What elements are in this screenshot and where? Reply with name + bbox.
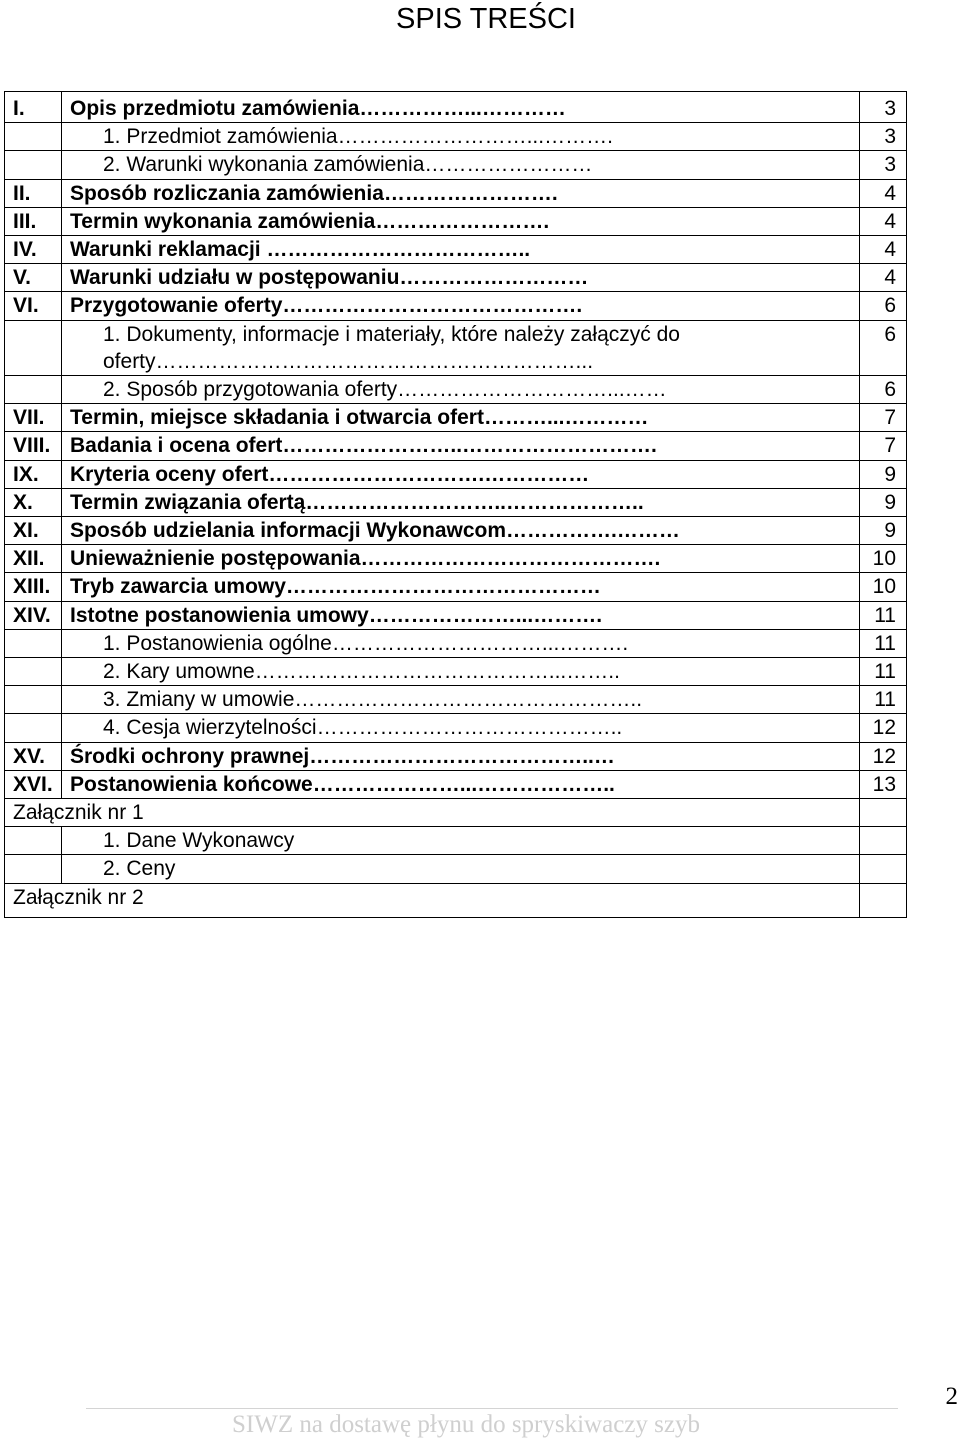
toc-entry-title: Termin związania ofertą………………………..……………….. — [62, 488, 860, 516]
toc-entry-title: 1. Dokumenty, informacje i materiały, które należy załączyć do oferty……………………………………………………... — [62, 320, 860, 375]
toc-row — [5, 686, 907, 714]
toc-row — [5, 460, 907, 488]
toc-page — [860, 883, 907, 917]
toc-entry-title: 2. Ceny — [62, 855, 860, 883]
toc-page: 6 — [860, 376, 907, 404]
toc-row — [5, 207, 907, 235]
toc-page: 10 — [860, 545, 907, 573]
toc-entry-title: Warunki reklamacji ……………………………….. — [62, 236, 860, 264]
toc-row — [5, 517, 907, 545]
toc-page: 4 — [860, 179, 907, 207]
toc-section-number — [5, 714, 62, 742]
toc-row — [5, 883, 907, 917]
toc-row — [5, 770, 907, 798]
toc-section-number — [5, 151, 62, 179]
toc-section-number: II. — [5, 179, 62, 207]
toc-entry-title: Opis przedmiotu zamówienia……………...………… — [62, 92, 860, 123]
toc-row — [5, 855, 907, 883]
toc-page: 11 — [860, 601, 907, 629]
toc-entry-title: Badania i ocena ofert……………………..………………………. — [62, 432, 860, 460]
toc-row — [5, 123, 907, 151]
toc-row — [5, 264, 907, 292]
toc-entry-title: 1. Dane Wykonawcy — [62, 827, 860, 855]
toc-entry-title: Sposób rozliczania zamówienia……………………. — [62, 179, 860, 207]
toc-section-number: XVI. — [5, 770, 62, 798]
toc-section-number — [5, 629, 62, 657]
toc-page: 11 — [860, 686, 907, 714]
page-number: 2 — [945, 1383, 958, 1410]
toc-row — [5, 827, 907, 855]
toc-section-number: V. — [5, 264, 62, 292]
toc-row — [5, 601, 907, 629]
toc-row — [5, 573, 907, 601]
toc-page: 9 — [860, 460, 907, 488]
toc-row — [5, 545, 907, 573]
toc-page: 7 — [860, 432, 907, 460]
toc-page: 12 — [860, 742, 907, 770]
toc-section-number: VI. — [5, 292, 62, 320]
toc-entry-title: 4. Cesja wierzytelności…………………………………….. — [62, 714, 860, 742]
toc-section-number — [5, 320, 62, 375]
table-of-contents — [4, 91, 907, 918]
toc-row — [5, 292, 907, 320]
toc-row — [5, 714, 907, 742]
toc-section-number: XV. — [5, 742, 62, 770]
toc-section-number — [5, 855, 62, 883]
toc-page — [860, 799, 907, 827]
toc-entry-title: Termin wykonania zamówienia……………………. — [62, 207, 860, 235]
toc-page: 3 — [860, 92, 907, 123]
toc-entry-title: Środki ochrony prawnej…………………………………..… — [62, 742, 860, 770]
toc-section-number — [5, 376, 62, 404]
toc-entry-title: 2. Kary umowne……………………………………...…….. — [62, 658, 860, 686]
toc-page: 6 — [860, 292, 907, 320]
toc-page: 11 — [860, 629, 907, 657]
toc-entry-title: Tryb zawarcia umowy……………………………………… — [62, 573, 860, 601]
toc-section-number — [5, 686, 62, 714]
toc-section-number — [5, 827, 62, 855]
toc-section-number: I. — [5, 92, 62, 123]
toc-page — [860, 855, 907, 883]
toc-entry-title: Kryteria oceny ofert………………………….…………… — [62, 460, 860, 488]
toc-entry-title: 1. Postanowienia ogólne…………………………...………. — [62, 629, 860, 657]
toc-row — [5, 488, 907, 516]
toc-page: 13 — [860, 770, 907, 798]
toc-section-number: III. — [5, 207, 62, 235]
toc-row — [5, 742, 907, 770]
toc-entry-title: 3. Zmiany w umowie………………………………………….. — [62, 686, 860, 714]
toc-page: 6 — [860, 320, 907, 375]
toc-row — [5, 92, 907, 123]
footer-divider — [86, 1408, 898, 1409]
toc-section-number — [5, 123, 62, 151]
toc-entry-title: 1. Przedmiot zamówienia………………………...………. — [62, 123, 860, 151]
toc-entry-title: Przygotowanie oferty……………………………………. — [62, 292, 860, 320]
toc-row — [5, 236, 907, 264]
toc-section-number — [5, 658, 62, 686]
toc-page: 9 — [860, 517, 907, 545]
toc-section-number: IX. — [5, 460, 62, 488]
toc-section-number: IV. — [5, 236, 62, 264]
toc-section-number: VII. — [5, 404, 62, 432]
toc-page: 4 — [860, 236, 907, 264]
toc-row — [5, 376, 907, 404]
toc-page: 9 — [860, 488, 907, 516]
annex-heading: Załącznik nr 2 — [5, 883, 860, 917]
toc-row — [5, 404, 907, 432]
document-title: SPIS TREŚCI — [396, 3, 576, 35]
annex-heading: Załącznik nr 1 — [5, 799, 860, 827]
footer-text: SIWZ na dostawę płynu do spryskiwaczy szyb — [232, 1411, 700, 1438]
toc-page — [860, 827, 907, 855]
toc-section-number: XI. — [5, 517, 62, 545]
toc-page: 11 — [860, 658, 907, 686]
toc-page: 3 — [860, 123, 907, 151]
toc-row — [5, 179, 907, 207]
toc-page: 4 — [860, 264, 907, 292]
toc-row — [5, 320, 907, 375]
toc-section-number: XIV. — [5, 601, 62, 629]
toc-section-number: XIII. — [5, 573, 62, 601]
toc-entry-title: Postanowienia końcowe…………………...……………….. — [62, 770, 860, 798]
toc-entry-title: Unieważnienie postępowania……………………………………. — [62, 545, 860, 573]
toc-entry-title: 2. Warunki wykonania zamówienia…………………… — [62, 151, 860, 179]
toc-page: 12 — [860, 714, 907, 742]
toc-section-number: XII. — [5, 545, 62, 573]
toc-entry-title: 2. Sposób przygotowania oferty…………………………...…… — [62, 376, 860, 404]
toc-row — [5, 799, 907, 827]
toc-row — [5, 432, 907, 460]
toc-page: 3 — [860, 151, 907, 179]
toc-page: 7 — [860, 404, 907, 432]
toc-page: 4 — [860, 207, 907, 235]
toc-entry-title: Sposób udzielania informacji Wykonawcom…………….……… — [62, 517, 860, 545]
toc-row — [5, 629, 907, 657]
toc-entry-title: Istotne postanowienia umowy…………………...………. — [62, 601, 860, 629]
toc-row — [5, 151, 907, 179]
toc-section-number: VIII. — [5, 432, 62, 460]
toc-row — [5, 658, 907, 686]
toc-entry-title: Warunki udziału w postępowaniu……………………… — [62, 264, 860, 292]
toc-entry-title: Termin, miejsce składania i otwarcia ofert………...………… — [62, 404, 860, 432]
toc-page: 10 — [860, 573, 907, 601]
toc-section-number: X. — [5, 488, 62, 516]
